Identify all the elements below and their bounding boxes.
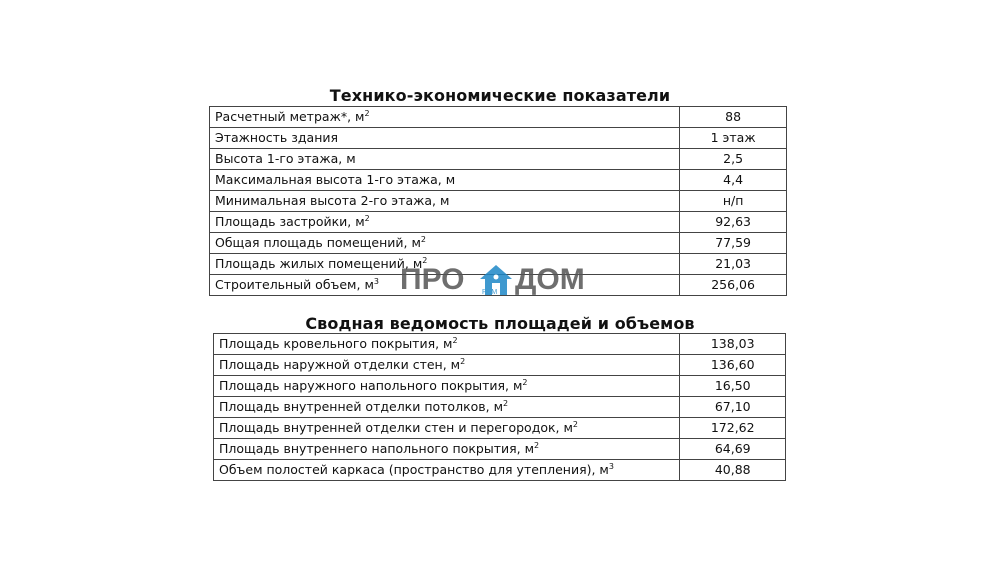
row-value: 77,59 xyxy=(680,233,787,254)
row-value: 172,62 xyxy=(680,418,786,439)
row-label-text: Площадь внутреннего напольного покрытия, м xyxy=(219,441,535,456)
house-icon xyxy=(478,263,514,305)
row-label-text: Высота 1-го этажа, м xyxy=(215,151,356,166)
table-row xyxy=(210,212,787,233)
section-title-areas: Сводная ведомость площадей и объемов xyxy=(305,314,695,333)
row-value: 256,06 xyxy=(680,275,787,296)
watermark-word2: ДОМ xyxy=(515,263,585,296)
table-row xyxy=(210,128,787,149)
unit-exponent: 2 xyxy=(364,214,370,223)
row-value: 40,88 xyxy=(680,460,786,481)
row-label-text: Площадь внутренней отделки потолков, м xyxy=(219,399,504,414)
row-label-text: Площадь жилых помещений, м xyxy=(215,256,423,271)
table-row xyxy=(210,149,787,170)
unit-exponent: 2 xyxy=(364,109,370,118)
row-label xyxy=(210,149,680,170)
row-value: 92,63 xyxy=(680,212,787,233)
unit-exponent: 2 xyxy=(572,420,579,429)
table-row xyxy=(210,170,787,191)
table-row xyxy=(210,191,787,212)
row-value: 16,50 xyxy=(680,376,786,397)
unit-exponent: 2 xyxy=(460,357,466,366)
table-row xyxy=(214,355,786,376)
table-row xyxy=(210,233,787,254)
row-label xyxy=(210,128,680,149)
row-label-text: Общая площадь помещений, м xyxy=(215,235,421,250)
table-row xyxy=(214,439,786,460)
table-row xyxy=(210,107,787,128)
row-label-text: Площадь внутренней отделки стен и перегородок, м xyxy=(219,420,573,435)
row-label xyxy=(214,397,680,418)
row-label-text: Минимальная высота 2-го этажа, м xyxy=(215,193,450,208)
watermark-logo xyxy=(400,263,600,299)
row-label-text: Площадь застройки, м xyxy=(215,214,365,229)
row-value: 138,03 xyxy=(680,334,786,355)
row-label-text: Этажность здания xyxy=(215,130,339,145)
row-label-text: Объем полостей каркаса (пространство для утепления), м xyxy=(219,462,609,477)
table-row xyxy=(214,418,786,439)
row-label xyxy=(214,418,680,439)
row-label xyxy=(210,191,680,212)
table-row xyxy=(214,334,786,355)
row-value: 136,60 xyxy=(680,355,786,376)
row-label xyxy=(214,439,680,460)
row-label-text: Расчетный метраж*, м xyxy=(215,109,365,124)
row-value: 21,03 xyxy=(680,254,787,275)
row-label xyxy=(214,334,680,355)
row-label-text: Площадь кровельного покрытия, м xyxy=(219,336,453,351)
unit-exponent: 2 xyxy=(522,378,528,387)
row-label xyxy=(210,233,680,254)
row-label xyxy=(214,376,680,397)
row-label-text: Максимальная высота 1-го этажа, м xyxy=(215,172,456,187)
row-value: 4,4 xyxy=(680,170,787,191)
row-value: 64,69 xyxy=(680,439,786,460)
row-label-text: Строительный объем, м xyxy=(215,277,374,292)
table-row xyxy=(214,376,786,397)
row-label xyxy=(210,107,680,128)
unit-exponent: 3 xyxy=(608,462,614,471)
unit-exponent: 2 xyxy=(420,235,426,244)
watermark-word1: ПРО xyxy=(400,263,465,296)
unit-exponent: 2 xyxy=(422,256,428,265)
row-value: 88 xyxy=(680,107,787,128)
table-row xyxy=(214,460,786,481)
row-value: 2,5 xyxy=(680,149,787,170)
row-label xyxy=(210,212,680,233)
unit-exponent: 2 xyxy=(503,399,509,408)
watermark-sub: РЕМ xyxy=(482,289,498,296)
table-row xyxy=(214,397,786,418)
row-value: н/п xyxy=(680,191,787,212)
unit-exponent: 2 xyxy=(534,441,540,450)
row-value: 1 этаж xyxy=(680,128,787,149)
row-label xyxy=(214,460,680,481)
unit-exponent: 2 xyxy=(452,336,458,345)
row-label-text: Площадь наружной отделки стен, м xyxy=(219,357,461,372)
section-title-indicators: Технико-экономические показатели xyxy=(329,86,671,105)
row-label xyxy=(214,355,680,376)
unit-exponent: 3 xyxy=(373,277,379,286)
row-value: 67,10 xyxy=(680,397,786,418)
row-label-text: Площадь наружного напольного покрытия, м xyxy=(219,378,523,393)
row-label xyxy=(210,170,680,191)
areas-table xyxy=(213,333,786,481)
